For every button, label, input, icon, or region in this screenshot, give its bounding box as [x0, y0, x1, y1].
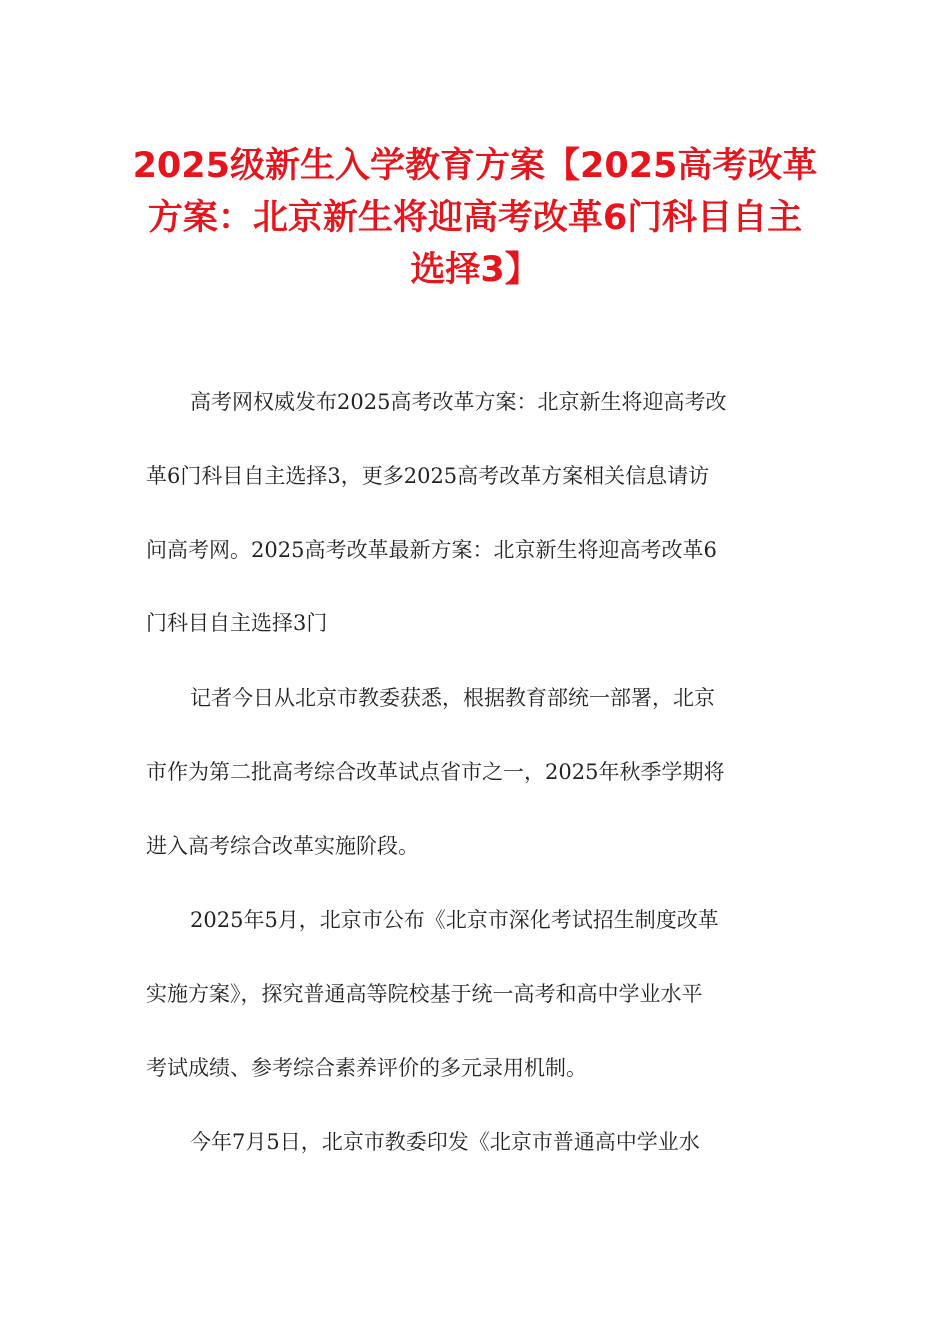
- body-line-11: 今年7月5日，北京市教委印发《北京市普通高中学业水: [190, 1130, 700, 1154]
- body-line-2: 革6门科目自主选择3，更多2025高考改革方案相关信息请访: [146, 464, 710, 488]
- body-line-4: 门科目自主选择3门: [146, 611, 328, 635]
- body-line-6: 市作为第二批高考综合改革试点省市之一，2025年秋季学期将: [146, 760, 725, 784]
- title-line-1: 2025级新生入学教育方案【2025高考改革: [132, 146, 818, 186]
- body-line-10: 考试成绩、参考综合素养评价的多元录用机制。: [146, 1056, 587, 1080]
- body-line-5: 记者今日从北京市教委获悉，根据教育部统一部署，北京: [190, 686, 715, 710]
- body-line-9: 实施方案》，探究普通高等院校基于统一高考和高中学业水平: [146, 982, 703, 1006]
- body-line-1: 高考网权威发布2025高考改革方案：北京新生将迎高考改: [190, 390, 727, 414]
- body-line-8: 2025年5月，北京市公布《北京市深化考试招生制度改革: [190, 908, 719, 932]
- body-line-7: 进入高考综合改革实施阶段。: [146, 834, 419, 858]
- title-line-3: 选择3】: [410, 250, 540, 290]
- body-line-3: 问高考网。2025高考改革最新方案：北京新生将迎高考改革6: [146, 538, 717, 562]
- title-line-2: 方案：北京新生将迎高考改革6门科目自主: [147, 198, 803, 238]
- document-title: [130, 140, 820, 296]
